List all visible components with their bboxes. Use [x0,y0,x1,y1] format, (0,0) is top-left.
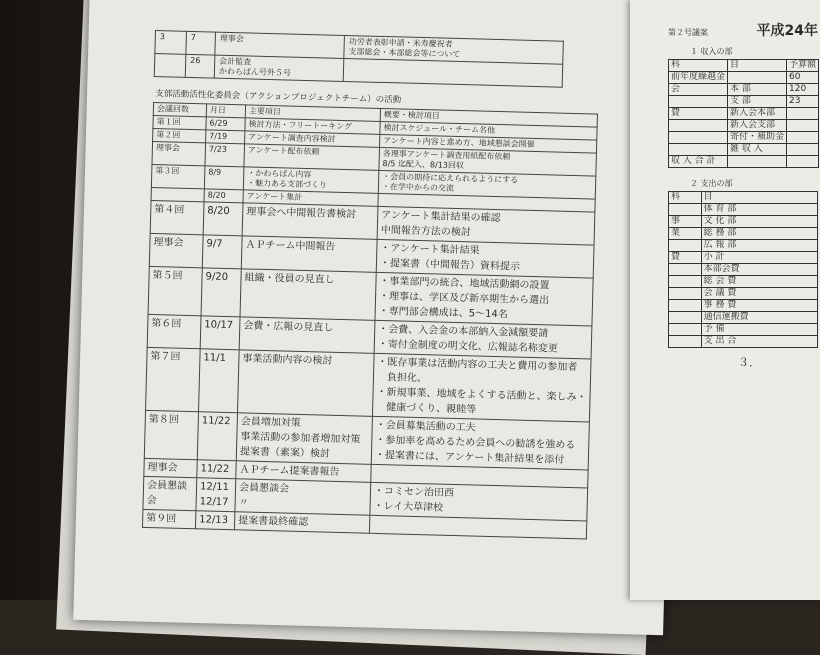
budget-cell: 23 [787,96,819,108]
topic-cell: 検討方法・フリートーキング [245,118,380,135]
content-line: ・専門部会構成は、5～14名 [378,305,508,321]
page-content [142,30,600,539]
day-cell: 7 [186,31,216,55]
budget-cell: 本 部 [728,84,787,96]
budget-cell: 通信運搬費 [701,312,817,324]
budget-cell: 目 [728,60,787,72]
content-line: ・提案書には、アンケート集計結果を添付 [374,449,565,466]
content-line: ・寄付金制度の明文化、広報誌名称変更 [377,338,558,355]
date-cell: 6/29 [206,117,245,131]
date-cell: 11/1 [199,349,240,413]
budget-cell: 費 [669,108,728,120]
right-page-content [668,20,818,370]
date-cell: 8/20 [203,202,243,236]
table-row [669,144,819,156]
table-row [669,60,819,72]
budget-cell: 予算額 [787,60,819,72]
content-line: 検討スケジュール・チーム名他 [383,123,496,135]
budget-cell: 60 [787,72,819,84]
content-line: ・レイ大草津校 [373,500,444,514]
budget-cell [728,156,787,168]
income-table [668,59,819,168]
topic-cell: 提案書最終確認 [234,512,369,534]
table-row [669,132,819,144]
date-cell: 10/17 [200,316,240,350]
budget-cell: 新入会支部 [728,120,787,132]
budget-cell: 雑 収 入 [728,144,787,156]
budget-cell [669,240,702,252]
budget-cell: 会 [669,84,728,96]
budget-cell: 体 育 部 [701,204,817,216]
budget-title: 平成24年 [756,23,818,39]
date-cell: 11/22 [197,460,236,479]
right-page [630,0,820,600]
meeting-cell: 会員懇談 会 [143,476,197,510]
date-cell: 8/20 [204,189,243,203]
budget-cell: 文 化 部 [701,216,817,228]
topic-cell: ・かわらばん内容 ・魅力ある支部づくり [243,167,379,194]
content-line: ・提案書（中間報告）資料提示 [379,257,521,273]
table-row [146,347,591,422]
topic-cell: アンケート集計 [243,190,378,207]
meeting-cell: 第３回 [151,164,205,188]
budget-cell [669,204,702,216]
content-line: ・事業部門の統合、地域活動網の設置 [379,275,550,292]
budget-cell: 支 部 [728,96,787,108]
budget-cell: 科 [669,60,728,72]
date-cell: 11/22 [197,412,237,461]
content-line: ・会費、入会金の本部納入金減額要請 [378,323,549,340]
budget-cell: 業 [669,228,702,240]
content-line: ・在学中からの交流 [381,181,455,193]
budget-cell: 事 [669,216,702,228]
table-row [669,72,819,84]
budget-cell [669,132,728,144]
month-cell: 3 [155,31,187,55]
table-row [669,156,819,168]
detail-cell [343,58,563,87]
topic-cell: 理事会へ中間報告書検討 [242,203,378,240]
topic-cell: ＡＰチーム中間報告 [241,236,377,273]
event-cell [214,55,344,81]
activity-table [142,102,598,540]
table-row [669,120,819,132]
date-cell: 7/19 [206,130,245,144]
budget-cell: 費 [669,252,702,264]
meeting-cell: 第７回 [146,347,201,411]
event-line: かわらばん号外５号 [218,66,292,78]
meeting-cell: 理事会 [149,233,203,267]
table-row [669,300,818,312]
detail-line: 功労者表彰申請・米寿慶祝者 [348,37,453,49]
budget-cell [669,312,702,324]
budget-cell [787,132,819,144]
header-topic: 主要項目 [245,105,380,122]
topic-cell: アンケート配布依頼 [244,144,380,171]
content-line: ・会員の期待に応えられるようにする [382,172,519,185]
table-row [669,264,818,276]
content-line: アンケート内容と進め方、地域懇談会開催 [383,136,535,149]
day-cell: 26 [185,54,215,78]
content-line: 8/5 迄配入、8/13回収 [382,159,465,171]
content-cell [371,416,589,470]
date-cell: 9/20 [201,268,241,317]
table-row [669,192,818,204]
meeting-cell: 第２回 [153,128,206,142]
topic-cell: アンケート調査内容検討 [245,131,380,148]
budget-cell: 寄付・補助金 [728,132,787,144]
content-line: ・新規事業、地域をよくする活動と、楽しみ・ [376,386,587,404]
budget-cell [669,336,702,348]
header-date: 月日 [206,104,245,118]
budget-cell [787,108,819,120]
table-row [669,96,819,108]
content-line: アンケート集計結果の確認 [381,209,501,225]
content-line: ・会員募集活動の工夫 [375,419,476,434]
table-row [669,312,818,324]
content-line: 健康づくり、親睦等 [376,401,477,416]
budget-cell: 新入会本部 [728,108,787,120]
table-row [669,288,818,300]
budget-cell: 目 [701,192,817,204]
meeting-cell: 第４回 [150,200,204,234]
budget-cell: 収 入 合 計 [669,156,728,168]
budget-cell [669,324,702,336]
content-cell [372,353,591,422]
meeting-cell: 第８回 [144,410,198,459]
budget-cell [787,120,819,132]
date-cell: 7/23 [205,143,245,167]
date-cell: 9/7 [202,235,242,269]
meeting-cell: 理事会 [152,141,206,165]
content-line: ・アンケート集計結果 [380,242,480,257]
income-section-title: １ 収入の部 [690,47,733,56]
meeting-cell: 第９回 [142,509,195,528]
table-row [669,228,818,240]
budget-cell: 前年度繰越金 [669,72,728,84]
table-row [669,240,818,252]
header-meeting: 会議回数 [153,102,206,116]
event-cell: 理事会 [215,32,345,58]
date-cell: 12/11 12/17 [196,478,236,512]
budget-cell [669,120,728,132]
table-row [669,108,819,120]
section-three-label: ３． [738,356,760,369]
month-cell [154,54,186,78]
top-schedule-table [154,30,564,88]
table-row [669,276,818,288]
expense-table [668,191,818,348]
budget-cell [728,72,787,84]
right-page-header [668,20,818,40]
topic-cell: 組織・役員の見直し [240,269,376,321]
content-line: ・理事は、学区及び新卒期生から選出 [378,290,550,307]
budget-cell [669,288,702,300]
section-title: 支部活動活性化委員会（アクションプロジェクトチーム）の活動 [155,89,402,106]
table-row [669,252,818,264]
content-line: 負担化、 [376,371,428,385]
budget-cell [669,300,702,312]
content-line: ・既存事業は活動内容の工夫と費用の参加者 [377,356,578,374]
date-cell: 12/13 [195,511,234,530]
agenda-label: 第２号議案 [668,28,708,37]
budget-cell: 事 務 費 [701,300,817,312]
budget-cell: 広 報 部 [701,240,817,252]
topic-cell: 会員懇談会 〃 [235,479,371,516]
content-line: ・参加率を高めるため会員への勧誘を強める [375,434,576,452]
table-row [669,216,818,228]
budget-cell [787,144,819,156]
budget-cell: 支 出 合 [701,336,817,348]
meeting-cell: 第６回 [147,314,201,348]
topic-cell: 事業活動内容の検討 [238,350,375,417]
detail-line: 支部総会・本部総会等について [348,47,461,59]
meeting-cell: 理事会 [144,458,197,477]
content-line: 中間報告方法の検討 [380,224,471,239]
budget-cell: 会 議 費 [701,288,817,300]
table-row [669,324,818,336]
budget-cell: 本部会費 [701,264,817,276]
table-row [669,84,819,96]
table-row [669,336,818,348]
table-row [669,204,818,216]
meeting-cell: 第１回 [153,115,206,129]
budget-cell: 小 計 [701,252,817,264]
topic-cell: 会費・広報の見直し [239,317,375,354]
budget-cell: 総 務 部 [701,228,817,240]
event-line: 会計監査 [219,56,252,67]
topic-cell: ＡＰチーム提案書報告 [236,461,371,483]
header-content: 概要・検討項目 [380,108,597,127]
content-cell [375,272,593,326]
budget-cell [669,144,728,156]
budget-cell [787,156,819,168]
content-line: ・コミセン治田西 [373,485,455,499]
topic-cell: 会員増加対策 事業活動の参加者増加対策 提案書（素案）検討 [236,413,372,465]
budget-cell [669,276,702,288]
budget-cell: 予 備 [701,324,817,336]
budget-cell: 120 [787,84,819,96]
date-cell: 8/9 [204,166,244,190]
content-line: 各理事アンケート調査用紙配布依頼 [382,149,511,162]
budget-cell [669,264,702,276]
budget-cell [669,96,728,108]
expense-section-title: ２ 支出の部 [690,179,733,188]
meeting-cell: 第５回 [148,266,202,315]
budget-cell: 総 会 費 [701,276,817,288]
budget-cell: 科 [669,192,702,204]
